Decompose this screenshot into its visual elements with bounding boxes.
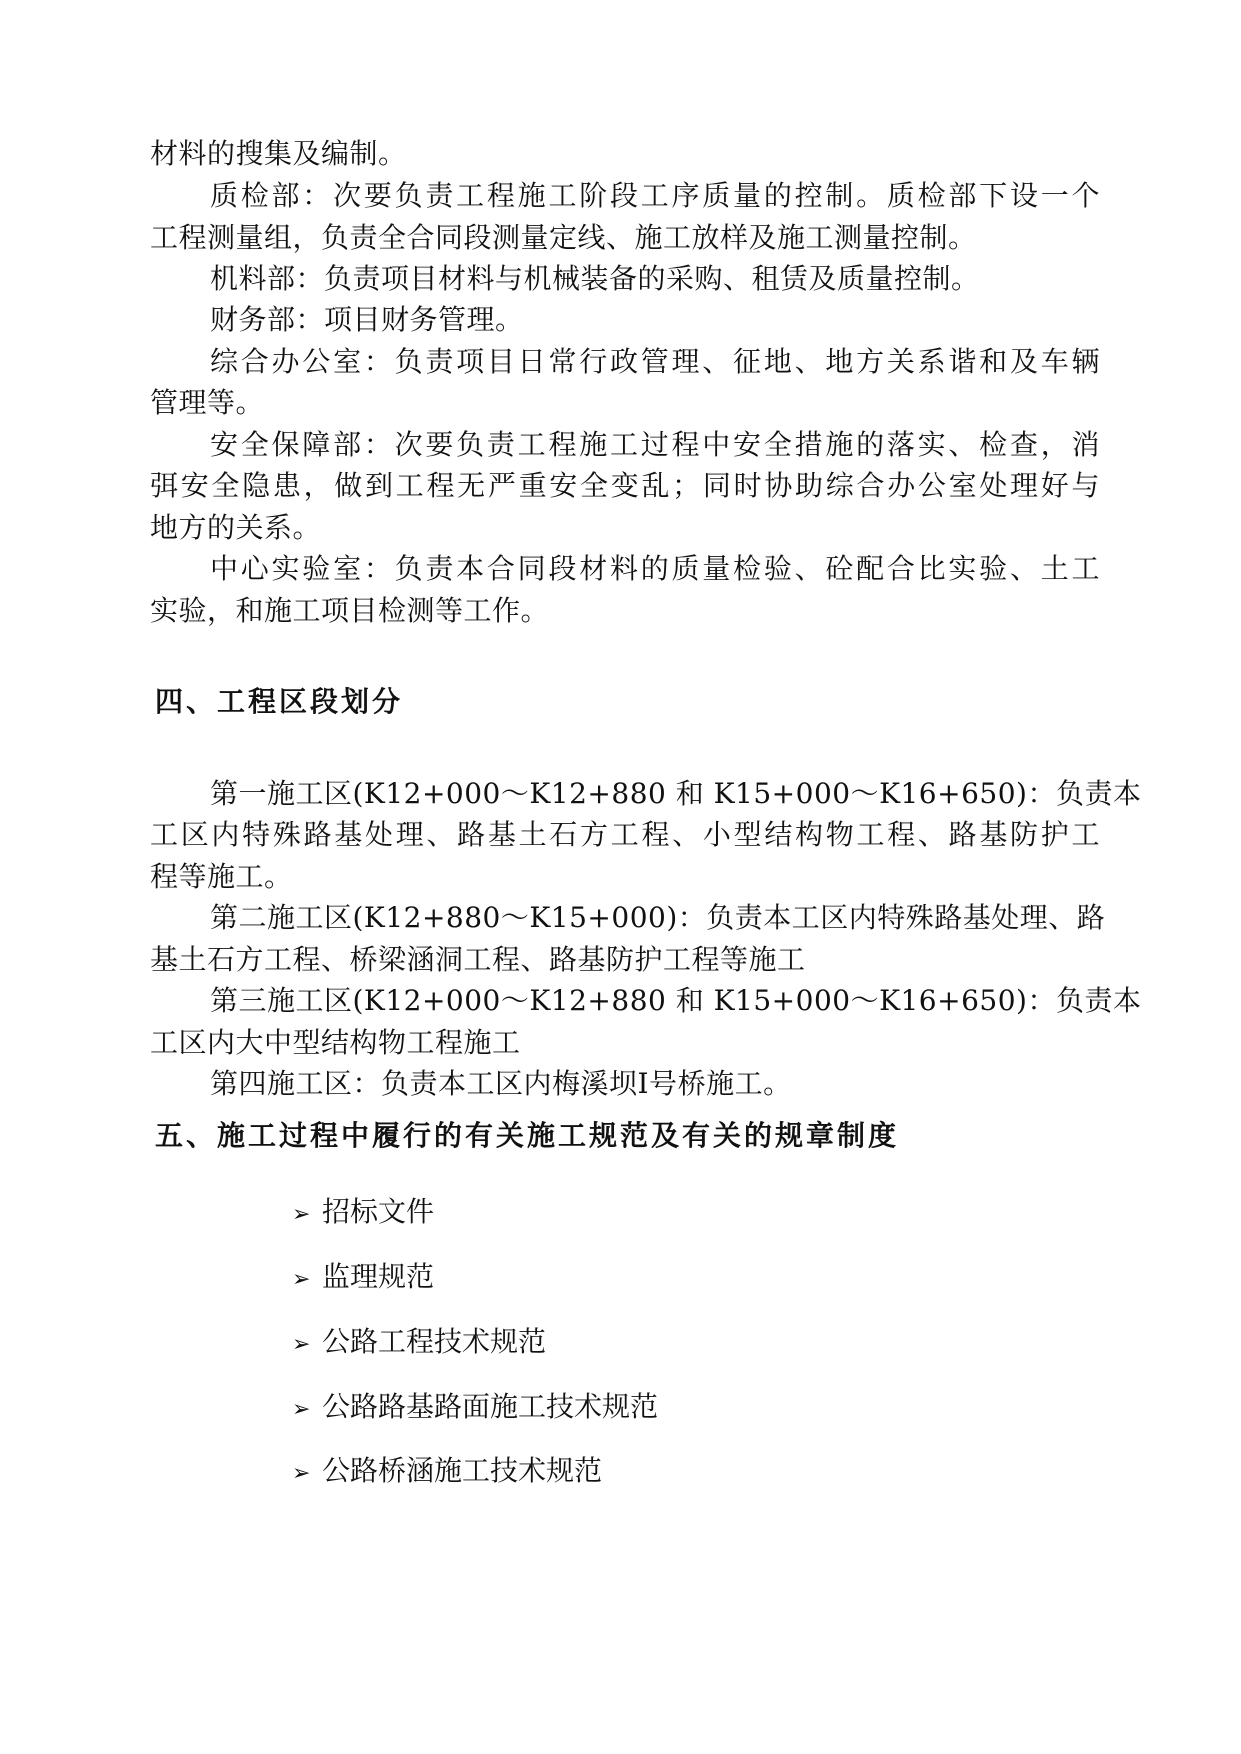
paragraph-line: 质检部：次要负责工程施工阶段工序质量的控制。质检部下设一个 <box>210 179 1100 212</box>
paragraph-line: 第三施工区(K12+000～K12+880 和 K15+000～K16+650)：负责本 <box>210 984 1142 1017</box>
paragraph-line: 基土石方工程、桥梁涵洞工程、路基防护工程等施工 <box>150 943 806 976</box>
paragraph-line: 机料部：负责项目材料与机械装备的采购、租赁及质量控制。 <box>210 262 980 295</box>
paragraph-line: 安全保障部：次要负责工程施工过程中安全措施的落实、检查，消 <box>210 428 1100 461</box>
list-item <box>292 1453 602 1492</box>
paragraph-line: 财务部：项目财务管理。 <box>210 303 524 336</box>
paragraph-line: 材料的搜集及编制。 <box>150 137 407 170</box>
list-item-label: 监理规范 <box>322 1260 435 1293</box>
list-item <box>292 1389 658 1428</box>
list-item-label: 公路工程技术规范 <box>322 1325 547 1358</box>
paragraph-line: 弭安全隐患，做到工程无严重安全变乱；同时协助综合办公室处理好与 <box>150 469 1100 502</box>
arrow-bullet-icon: ➢ <box>292 1202 311 1227</box>
paragraph-line: 第四施工区：负责本工区内梅溪坝Ⅰ号桥施工。 <box>210 1067 792 1100</box>
paragraph-line: 地方的关系。 <box>150 511 322 544</box>
arrow-bullet-icon: ➢ <box>292 1461 311 1486</box>
paragraph-line: 实验，和施工项目检测等工作。 <box>150 594 550 627</box>
arrow-bullet-icon: ➢ <box>292 1267 311 1292</box>
paragraph-line: 管理等。 <box>150 386 265 419</box>
paragraph-line: 第一施工区(K12+000～K12+880 和 K15+000～K16+650)：负责本 <box>210 777 1142 810</box>
arrow-bullet-icon: ➢ <box>292 1332 311 1357</box>
section-heading-4: 四、工程区段划分 <box>155 685 404 718</box>
list-item-label: 招标文件 <box>322 1195 435 1228</box>
paragraph-line: 程等施工。 <box>150 860 293 893</box>
paragraph-line: 中心实验室：负责本合同段材料的质量检验、砼配合比实验、土工 <box>210 552 1100 585</box>
list-item <box>292 1194 434 1233</box>
list-item-label: 公路桥涵施工技术规范 <box>322 1454 603 1487</box>
list-item <box>292 1259 434 1298</box>
list-item-label: 公路路基路面施工技术规范 <box>322 1390 659 1423</box>
paragraph-line: 工区内大中型结构物工程施工 <box>150 1026 521 1059</box>
list-item <box>292 1324 546 1363</box>
paragraph-line: 工程测量组，负责全合同段测量定线、施工放样及施工测量控制。 <box>150 221 977 254</box>
paragraph-line: 综合办公室：负责项目日常行政管理、征地、地方关系谐和及车辆 <box>210 345 1100 378</box>
arrow-bullet-icon: ➢ <box>292 1397 311 1422</box>
paragraph-line: 工区内特殊路基处理、路基土石方工程、小型结构物工程、路基防护工 <box>150 818 1100 851</box>
section-heading-5: 五、施工过程中履行的有关施工规范及有关的规章制度 <box>155 1119 900 1152</box>
paragraph-line: 第二施工区(K12+880～K15+000)：负责本工区内特殊路基处理、路 <box>210 901 1106 934</box>
